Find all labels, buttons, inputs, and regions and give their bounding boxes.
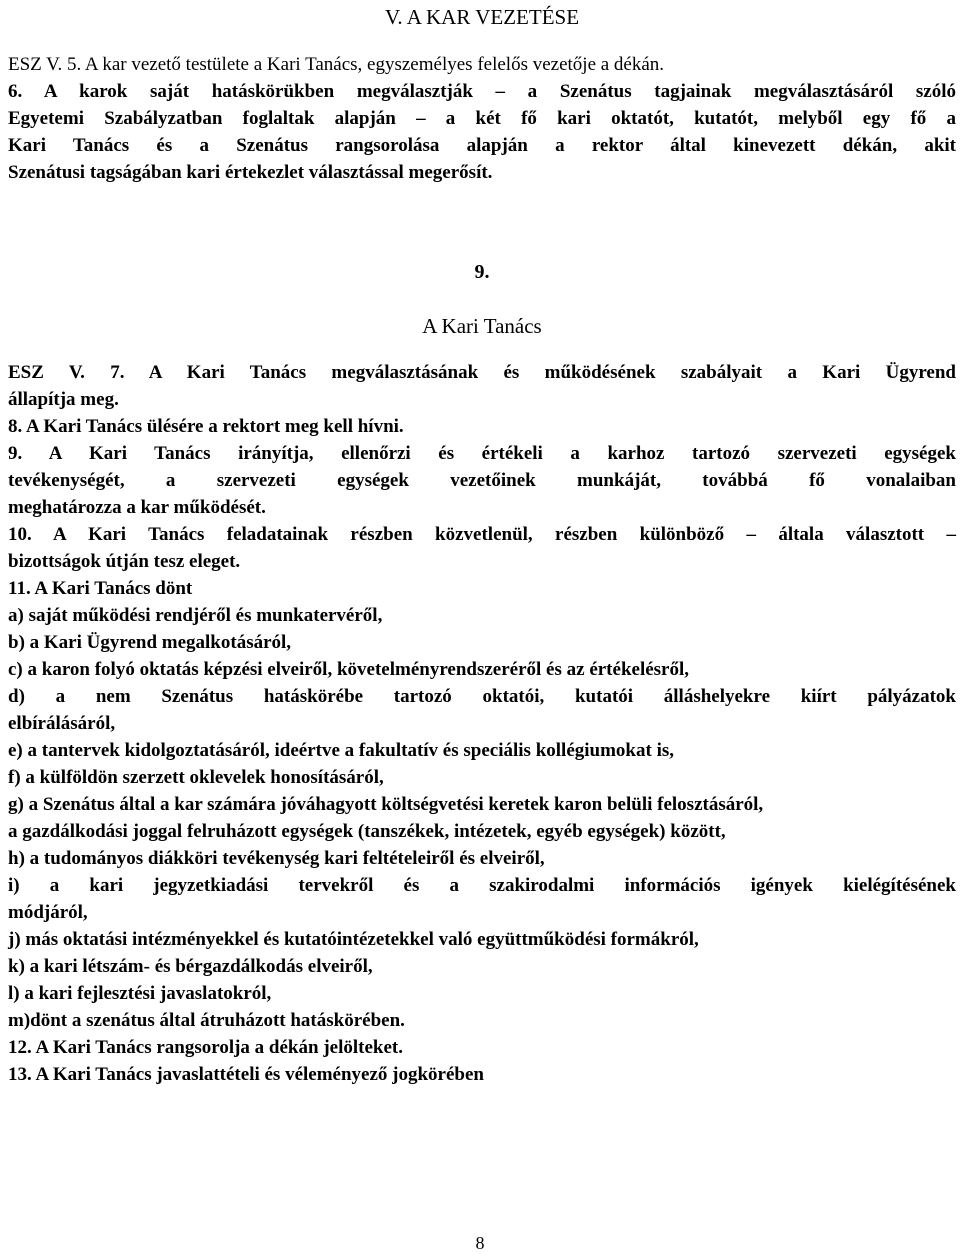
intro-block: [8, 51, 956, 186]
section-body: [8, 359, 956, 1088]
list-item-g-line-2: a gazdálkodási joggal felruházott egységek (tanszékek, intézetek, egyéb egységek) között,: [8, 821, 726, 842]
list-item-k: k) a kari létszám- és bérgazdálkodás elveiről,: [8, 956, 373, 977]
list-item-d-line-1: d) a nem Szenátus hatáskörébe tartozó oktatói, kutatói álláshelyekre kiírt pályázatok: [8, 686, 956, 707]
section-number: [8, 258, 956, 286]
list-item-f: f) a külföldön szerzett oklevelek honosításáról,: [8, 767, 384, 788]
list-item-e: e) a tantervek kidolgoztatásáról, ideértve a fakultatív és speciális kollégiumokat is,: [8, 740, 674, 761]
paragraph-6-line-2: Egyetemi Szabályzatban foglaltak alapján – a két fő kari oktatót, kutatót, melyből egy fő a: [8, 108, 956, 129]
paragraph-8: 8. A Kari Tanács ülésére a rektort meg kell hívni.: [8, 416, 404, 437]
list-item-c: c) a karon folyó oktatás képzési elveiről, követelményrendszeréről és az értékelésről,: [8, 659, 690, 680]
list-item-i-line-2: módjáról,: [8, 902, 88, 923]
section-number-text: 9.: [474, 261, 490, 283]
paragraph-12: 12. A Kari Tanács rangsorolja a dékán jelölteket.: [8, 1037, 403, 1058]
paragraph-6-line-4: Szenátusi tagságában kari értekezlet választással megerősít.: [8, 162, 493, 183]
paragraph-9-line-1: 9. A Kari Tanács irányítja, ellenőrzi és értékeli a karhoz tartozó szervezeti egységek: [8, 443, 956, 464]
paragraph-13: 13. A Kari Tanács javaslattételi és véleményező jogkörében: [8, 1064, 484, 1085]
list-item-l: l) a kari fejlesztési javaslatokról,: [8, 983, 272, 1004]
list-item-j: j) más oktatási intézményekkel és kutatóintézetekkel való együttműködési formákról,: [8, 929, 699, 950]
chapter-title: V. A KAR VEZETÉSE: [384, 5, 580, 29]
list-item-d-line-2: elbírálásáról,: [8, 713, 116, 734]
page-number: 8: [475, 1233, 485, 1253]
list-item-a: a) saját működési rendjéről és munkatervéről,: [8, 605, 383, 626]
paragraph-9-line-2: tevékenységét, a szervezeti egységek vezetőinek munkáját, továbbá fő vonalaiban: [8, 470, 956, 491]
paragraph-7-line-2: állapítja meg.: [8, 389, 119, 410]
paragraph-6-line-3: Kari Tanács és a Szenátus rangsorolása alapján a rektor által kinevezett dékán, akit: [8, 135, 956, 156]
section-title: A Kari Tanács: [422, 314, 542, 338]
list-item-i-line-1: i) a kari jegyzetkiadási tervekről és a szakirodalmi információs igények kielégítésének: [8, 875, 956, 896]
paragraph-10-line-2: bizottságok útján tesz eleget.: [8, 551, 241, 572]
list-item-h: h) a tudományos diákköri tevékenység kari feltételeiről és elveiről,: [8, 848, 545, 869]
paragraph-6-line-1: 6. A karok saját hatáskörükben megválasztják – a Szenátus tagjainak megválasztásáról szóló: [8, 81, 956, 102]
list-item-b: b) a Kari Ügyrend megalkotásáról,: [8, 632, 292, 653]
paragraph-5: ESZ V. 5. A kar vezető testülete a Kari Tanács, egyszemélyes felelős vezetője a dékán.: [8, 54, 665, 75]
paragraph-7-line-1: ESZ V. 7. A Kari Tanács megválasztásának és működésének szabályait a Kari Ügyrend: [8, 362, 956, 383]
paragraph-11: 11. A Kari Tanács dönt: [8, 578, 193, 599]
list-item-m: m)dönt a szenátus által átruházott hatáskörében.: [8, 1010, 405, 1031]
list-item-g-line-1: g) a Szenátus által a kar számára jóváhagyott költségvetési keretek karon belüli felosztásáról,: [8, 794, 764, 815]
document-page: [8, 0, 956, 1088]
paragraph-10-line-1: 10. A Kari Tanács feladatainak részben közvetlenül, részben különböző – általa választott –: [8, 524, 956, 545]
paragraph-9-line-3: meghatározza a kar működését.: [8, 497, 266, 518]
